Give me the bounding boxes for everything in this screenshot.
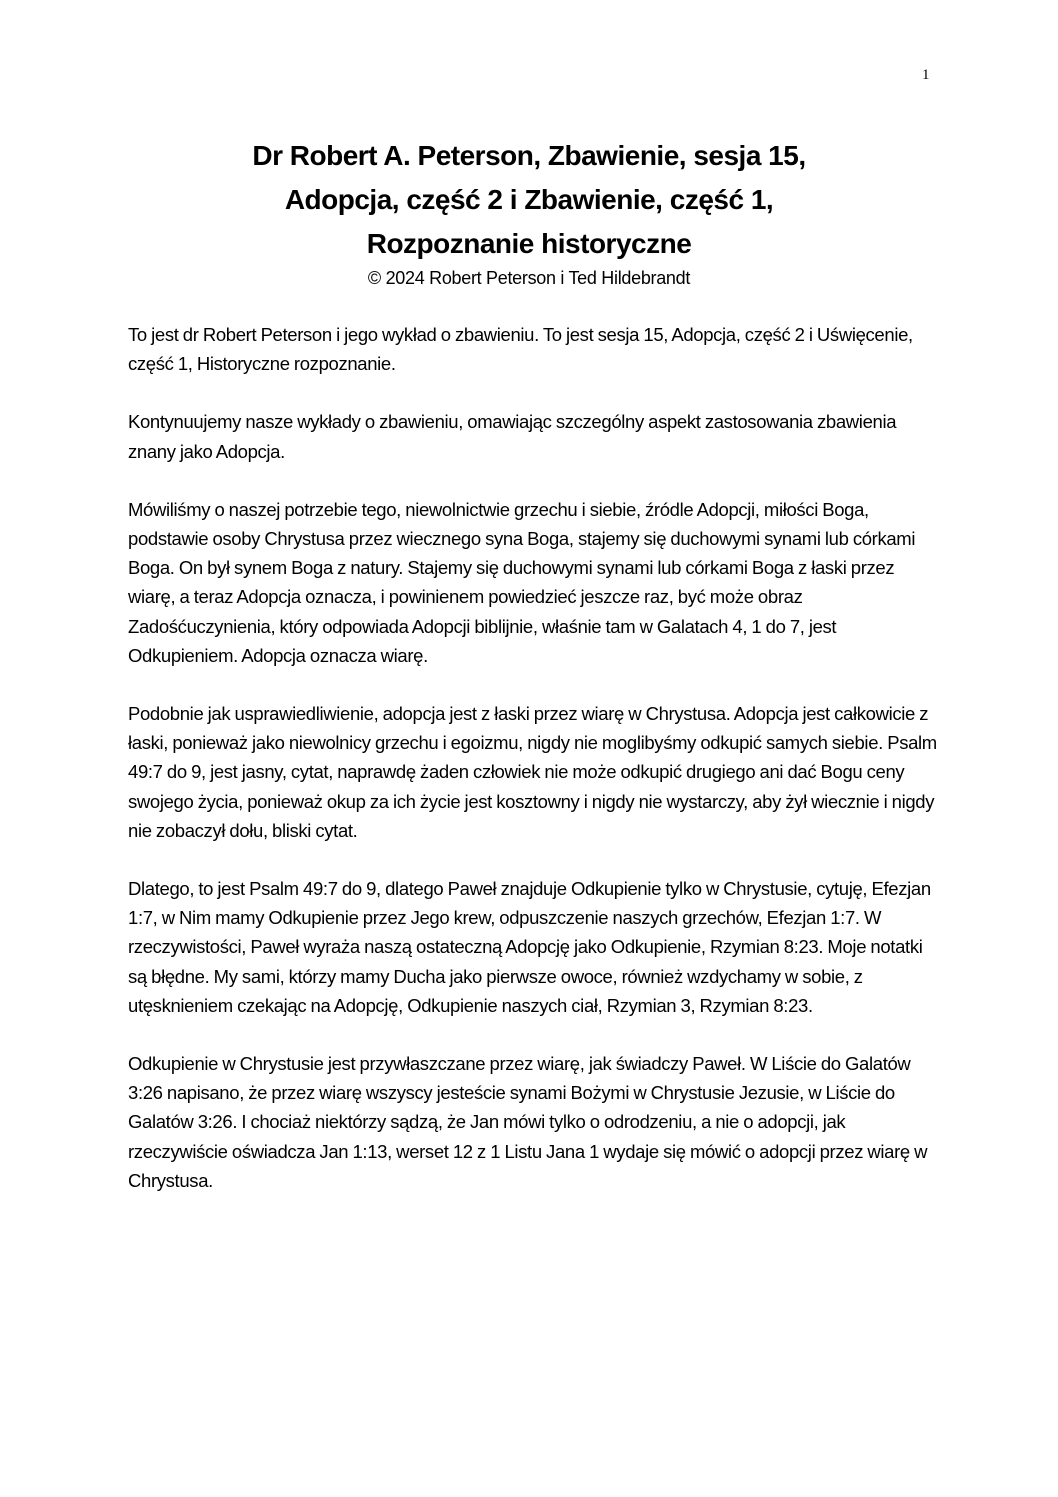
- paragraph: To jest dr Robert Peterson i jego wykład o zbawieniu. To jest sesja 15, Adopcja, część 2 i Uświęcenie, część 1, Historyczne rozpoznanie.: [128, 324, 913, 375]
- document-body: [128, 320, 938, 1224]
- document-header: [0, 134, 1058, 290]
- title-line: Adopcja, część 2 i Zbawienie, część 1,: [284, 184, 774, 215]
- paragraph: Kontynuujemy nasze wykłady o zbawieniu, omawiając szczególny aspekt zastosowania zbawienia znany jako Adopcja.: [128, 411, 897, 462]
- title-line: Dr Robert A. Peterson, Zbawienie, sesja 15,: [252, 140, 806, 171]
- paragraph: Podobnie jak usprawiedliwienie, adopcja jest z łaski przez wiarę w Chrystusa. Adopcja jest całkowicie z łaski, ponieważ jako niewolnicy grzechu i egoizmu, nigdy nie moglibyśmy odkupić samych siebie. Psalm 49:7 do 9, jest jasny, cytat, naprawdę żaden człowiek nie może odkupić drugiego ani dać Bogu ceny swojego życia, ponieważ okup za ich życie jest kosztowny i nigdy nie wystarczy, aby żył wiecznie i nigdy nie zobaczył dołu, bliski cytat.: [128, 703, 937, 841]
- page-number: 1: [922, 67, 930, 83]
- paragraph: Mówiliśmy o naszej potrzebie tego, niewolnictwie grzechu i siebie, źródle Adopcji, miłości Boga, podstawie osoby Chrystusa przez wiecznego syna Boga, stajemy się duchowymi synami lub córkami Boga. On był synem Boga z natury. Stajemy się duchowymi synami lub córkami Boga z łaski przez wiarę, a teraz Adopcja oznacza, i powinienem powiedzieć jeszcze raz, być może obraz Zadośćuczynienia, który odpowiada Adopcji biblijnie, właśnie tam w Galatach 4, 1 do 7, jest Odkupieniem. Adopcja oznacza wiarę.: [128, 498, 916, 666]
- paragraph: Odkupienie w Chrystusie jest przywłaszczane przez wiarę, jak świadczy Paweł. W Liście do Galatów 3:26 napisano, że przez wiarę wszyscy jesteście synami Bożymi w Chrystusie Jezusie, w Liście do Galatów 3:26. I chociaż niektórzy sądzą, że Jan mówi tylko o odrodzeniu, a nie o adopcji, jak rzeczywiście oświadcza Jan 1:13, werset 12 z 1 Listu Jana 1 wydaje się mówić o adopcji przez wiarę w Chrystusa.: [128, 1053, 928, 1191]
- title-line: Rozpoznanie historyczne: [366, 228, 692, 259]
- document-title: [0, 134, 1058, 266]
- paragraph: Dlatego, to jest Psalm 49:7 do 9, dlatego Paweł znajduje Odkupienie tylko w Chrystusie, cytuję, Efezjan 1:7, w Nim mamy Odkupienie przez Jego krew, odpuszczenie naszych grzechów, Efezjan 1:7. W rzeczywistości, Paweł wyraża naszą ostateczną Adopcję jako Odkupienie, Rzymian 8:23. Moje notatki są błędne. My sami, którzy mamy Ducha jako pierwsze owoce, również wzdychamy w sobie, z utęsknieniem czekając na Adopcję, Odkupienie naszych ciał, Rzymian 3, Rzymian 8:23.: [128, 878, 931, 1016]
- copyright-notice: © 2024 Robert Peterson i Ted Hildebrandt: [367, 268, 691, 288]
